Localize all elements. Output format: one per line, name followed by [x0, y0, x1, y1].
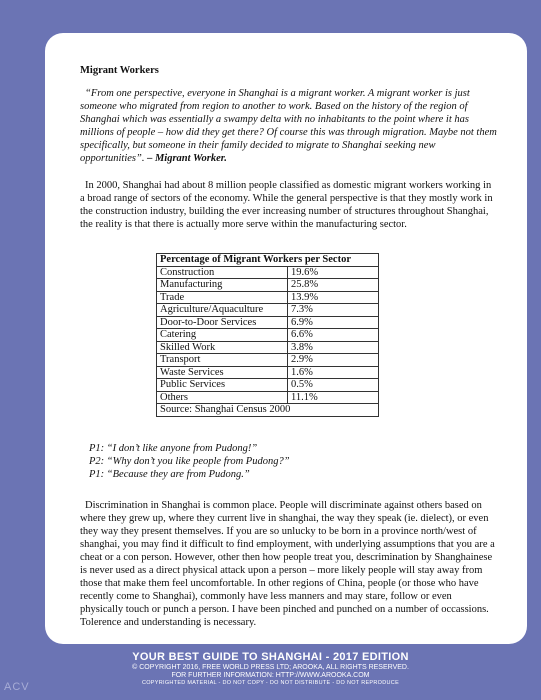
section-heading: Migrant Workers: [80, 65, 159, 76]
dialog-block: [89, 442, 497, 481]
table-row: [157, 354, 379, 367]
quote-block: [80, 87, 497, 165]
value-cell: 6.6%: [288, 329, 379, 342]
table-source-row: [157, 404, 379, 417]
value-cell: 3.8%: [288, 341, 379, 354]
sector-cell: Others: [157, 391, 288, 404]
table-row: [157, 266, 379, 279]
paragraph-discrimination: Discrimination in Shanghai is common place. People will discriminate against others based on where they grew up, where they current live in shanghai, the way they speak (ie. dielect), or even they way they present themselves. If you are so unlucky to be born in a province north/west of shanghai, you may find it difficult to find employment, with underlying assumptions that you are a cheat or a con person. However, other then how people treat you, descrimination by Shanghainese is never used as a direct physical attack upon a person – more likely people will stay away from those that make them feel uncomfortable. In other regions of China, people (or those who have recently come to Shanghai), commonly have less manners and may stare, follow or even physically touch or punch a person. I have been pinched and punched on a number of occassions. Tolerence and understanding is necessary.: [80, 499, 495, 628]
table-header-row: [157, 254, 379, 267]
value-cell: 11.1%: [288, 391, 379, 404]
quote-text: “From one perspective, everyone in Shanghai is a migrant worker. A migrant worker is just someone who migrated from region to another to work. Based on the history of the region of Shanghai which was essentially a swampy delta with no inhabitants to the point where it has millions of people – how did they get there? Of course this was through migration. Maybe not them specifically, but someone in their family decided to migrate to Shanghai seeking new opportunities”.: [80, 88, 497, 164]
value-cell: 1.6%: [288, 366, 379, 379]
document-page: [45, 33, 527, 644]
sector-cell: Catering: [157, 329, 288, 342]
sector-cell: Manufacturing: [157, 279, 288, 292]
table-row: [157, 329, 379, 342]
sector-cell: Construction: [157, 266, 288, 279]
corner-mark: ACV: [4, 681, 30, 693]
footer-info: FOR FURTHER INFORMATION: HTTP://WWW.AROOKA.COM: [171, 672, 370, 679]
table-row: [157, 291, 379, 304]
paragraph-intro: In 2000, Shanghai had about 8 million people classified as domestic migrant workers working in a broad range of sectors of the economy. While the general perspective is that they mostly work in the construction industry, building the ever increasing number of structures throughout Shanghai, the reality is that there is actually more serve within the manufacturing sector.: [80, 180, 493, 230]
dialog-line: P2: “Why don’t you like people from Pudong?”: [89, 455, 290, 467]
table-row: [157, 391, 379, 404]
dialog-line: P1: “Because they are from Pudong.”: [89, 468, 250, 480]
footer-title: YOUR BEST GUIDE TO SHANGHAI - 2017 EDITION: [132, 651, 409, 663]
sector-cell: Agriculture/Aquaculture: [157, 304, 288, 317]
sector-cell: Waste Services: [157, 366, 288, 379]
sector-cell: Door-to-Door Services: [157, 316, 288, 329]
value-cell: 7.3%: [288, 304, 379, 317]
footer-copyright: © COPYRIGHT 2016, FREE WORLD PRESS LTD; AROOKA, ALL RIGHTS RESERVED.: [132, 664, 409, 671]
table-row: [157, 379, 379, 392]
sector-cell: Skilled Work: [157, 341, 288, 354]
table-row: [157, 304, 379, 317]
sector-cell: Public Services: [157, 379, 288, 392]
table-row: [157, 316, 379, 329]
table-row: [157, 366, 379, 379]
value-cell: 13.9%: [288, 291, 379, 304]
table-row: [157, 341, 379, 354]
sector-cell: Transport: [157, 354, 288, 367]
value-cell: 0.5%: [288, 379, 379, 392]
value-cell: 19.6%: [288, 266, 379, 279]
dialog-line: P1: “I don’t like anyone from Pudong!”: [89, 442, 258, 454]
sector-cell: Trade: [157, 291, 288, 304]
table-header: Percentage of Migrant Workers per Sector: [157, 254, 379, 267]
table-row: [157, 279, 379, 292]
value-cell: 2.9%: [288, 354, 379, 367]
page-footer: [0, 651, 541, 687]
table-source: Source: Shanghai Census 2000: [157, 404, 379, 417]
quote-attribution: – Migrant Worker.: [144, 153, 227, 164]
value-cell: 6.9%: [288, 316, 379, 329]
value-cell: 25.8%: [288, 279, 379, 292]
footer-notice: COPYRIGHTED MATERIAL - DO NOT COPY - DO NOT DISTRIBUTE - DO NOT REPRODUCE: [141, 680, 400, 686]
sector-table: [156, 253, 379, 417]
